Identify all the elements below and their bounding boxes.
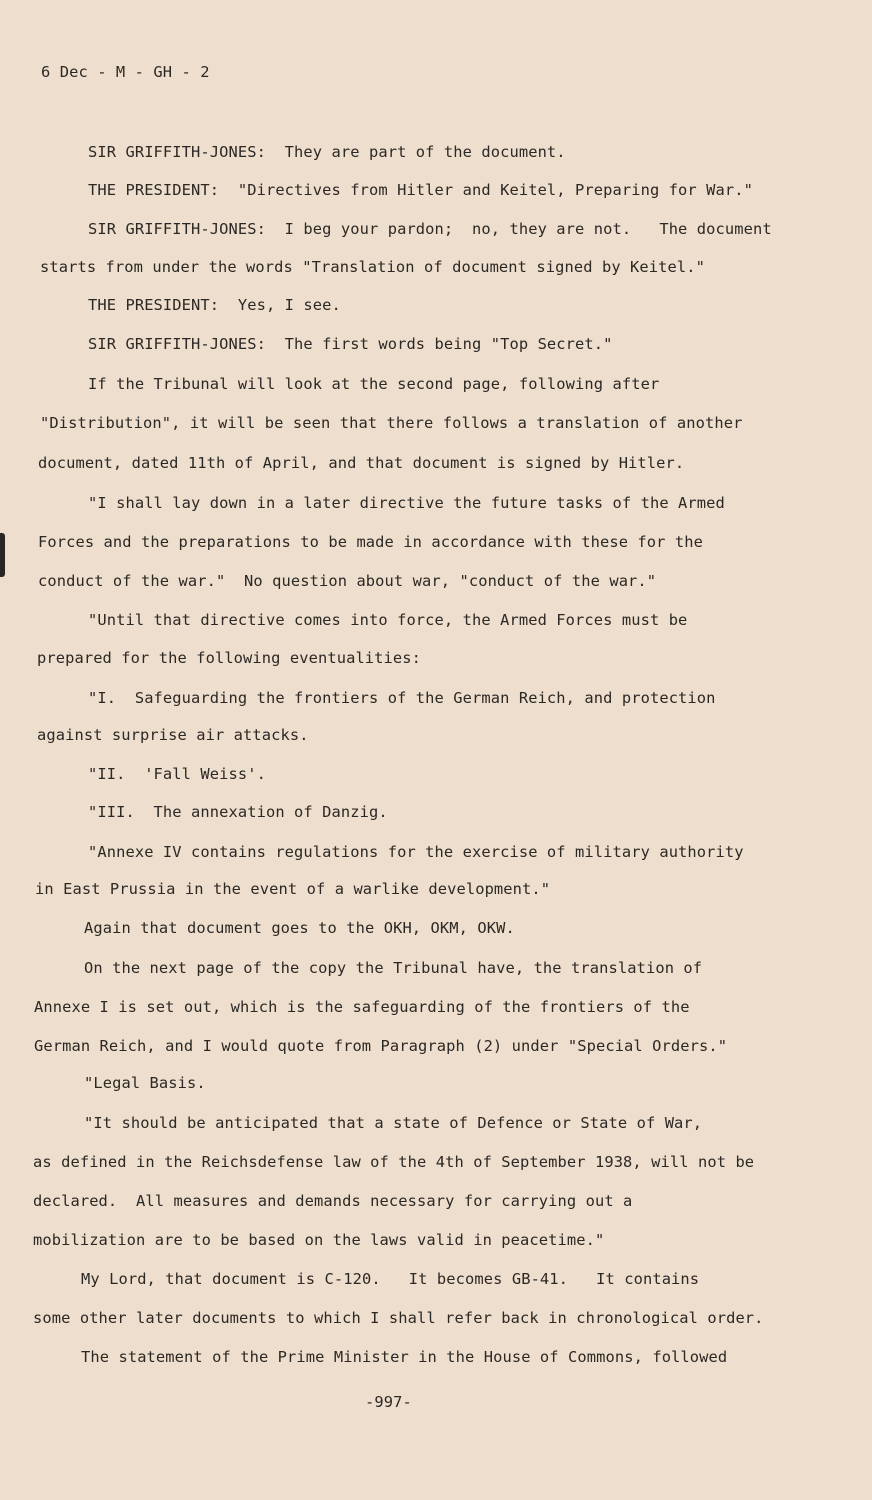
text-line: "Until that directive comes into force, the Armed Forces must be: [88, 611, 688, 629]
header-reference: 6 Dec - M - GH - 2: [41, 63, 210, 81]
text-line: THE PRESIDENT: "Directives from Hitler and Keitel, Preparing for War.": [88, 181, 753, 199]
text-line: My Lord, that document is C-120. It becomes GB-41. It contains: [81, 1270, 700, 1288]
text-line: document, dated 11th of April, and that document is signed by Hitler.: [38, 454, 685, 472]
text-line: declared. All measures and demands necessary for carrying out a: [33, 1192, 633, 1210]
text-line: THE PRESIDENT: Yes, I see.: [88, 296, 341, 314]
text-line: "Distribution", it will be seen that there follows a translation of another: [40, 414, 743, 432]
binding-mark: [0, 533, 5, 577]
text-line: prepared for the following eventualities:: [37, 649, 422, 667]
text-line: in East Prussia in the event of a warlike development.": [35, 880, 551, 898]
text-line: German Reich, and I would quote from Paragraph (2) under "Special Orders.": [34, 1037, 728, 1055]
text-line: "Annexe IV contains regulations for the exercise of military authority: [88, 843, 744, 861]
text-line: SIR GRIFFITH-JONES: I beg your pardon; no, they are not. The document: [88, 220, 772, 238]
text-line: conduct of the war." No question about war, "conduct of the war.": [38, 572, 657, 590]
text-line: "I. Safeguarding the frontiers of the German Reich, and protection: [88, 689, 716, 707]
text-line: against surprise air attacks.: [37, 726, 309, 744]
text-line: mobilization are to be based on the laws valid in peacetime.": [33, 1231, 605, 1249]
text-line: some other later documents to which I shall refer back in chronological order.: [33, 1309, 764, 1327]
text-line: The statement of the Prime Minister in the House of Commons, followed: [81, 1348, 728, 1366]
text-line: SIR GRIFFITH-JONES: The first words being "Top Secret.": [88, 335, 613, 353]
text-line: "I shall lay down in a later directive the future tasks of the Armed: [88, 494, 725, 512]
text-line: On the next page of the copy the Tribunal have, the translation of: [84, 959, 703, 977]
text-line: "Legal Basis.: [84, 1074, 206, 1092]
text-line: "II. 'Fall Weiss'.: [88, 765, 266, 783]
text-line: "III. The annexation of Danzig.: [88, 803, 388, 821]
text-line: Forces and the preparations to be made in accordance with these for the: [38, 533, 703, 551]
text-line: If the Tribunal will look at the second page, following after: [88, 375, 660, 393]
text-line: Again that document goes to the OKH, OKM, OKW.: [84, 919, 515, 937]
text-line: SIR GRIFFITH-JONES: They are part of the document.: [88, 143, 566, 161]
text-line: "It should be anticipated that a state of Defence or State of War,: [84, 1114, 703, 1132]
text-line: starts from under the words "Translation of document signed by Keitel.": [40, 258, 705, 276]
page-number: -997-: [365, 1393, 412, 1411]
text-line: as defined in the Reichsdefense law of the 4th of September 1938, will not be: [33, 1153, 755, 1171]
text-line: Annexe I is set out, which is the safeguarding of the frontiers of the: [34, 998, 690, 1016]
